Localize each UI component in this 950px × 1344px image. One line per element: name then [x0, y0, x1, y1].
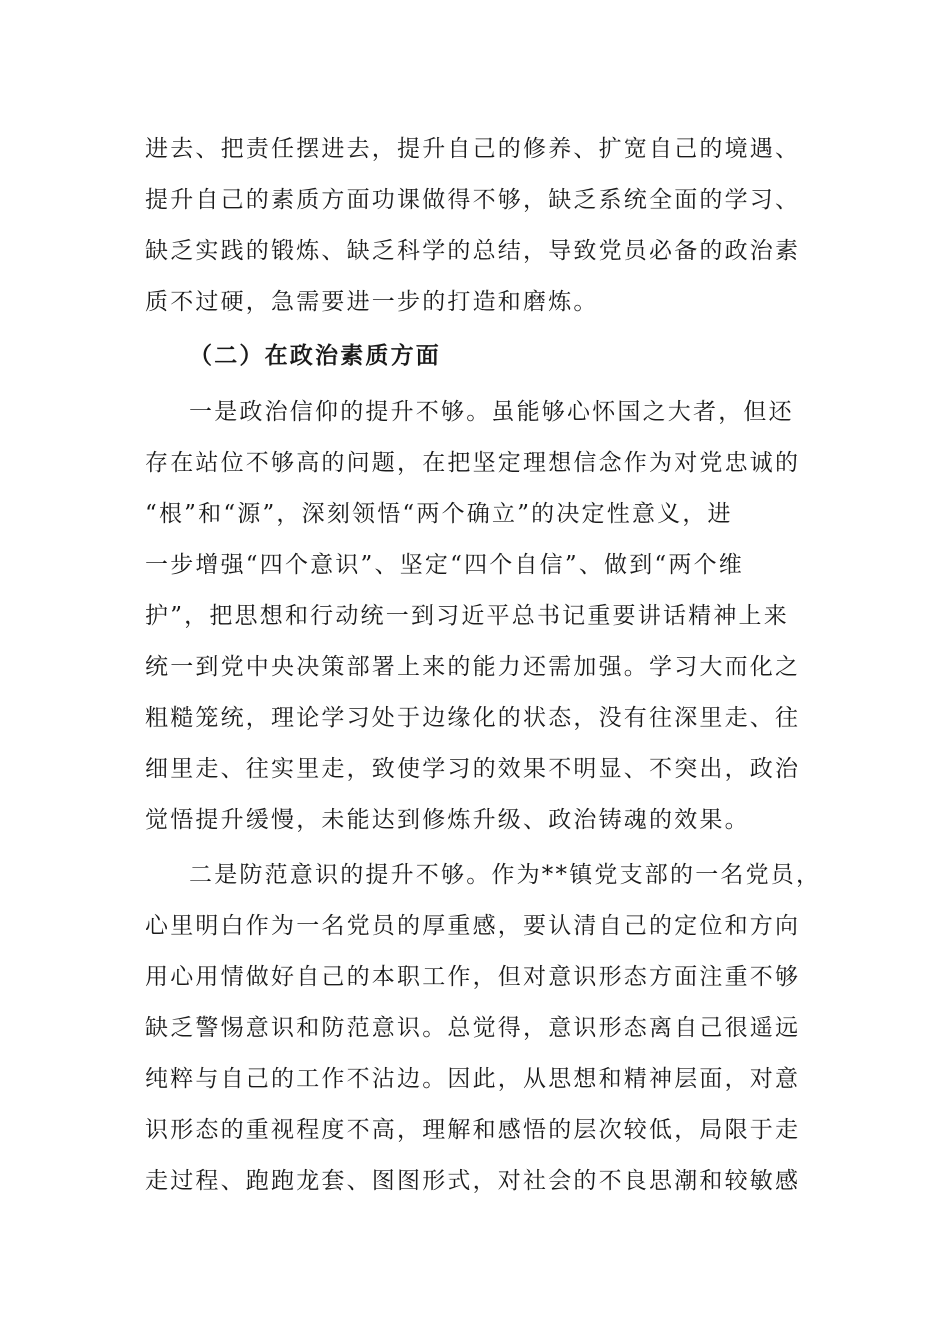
text-line: 细里走、往实里走，致使学习的效果不明显、不突出，政治: [145, 756, 801, 782]
text-line: 护”，把思想和行动统一到习近平总书记重要讲话精神上来: [145, 603, 789, 629]
text-line: 一步增强“四个意识”、坚定“四个自信”、做到“两个维: [145, 552, 744, 578]
text-line: “根”和“源”，深刻领悟“两个确立”的决定性意义，进: [145, 501, 733, 527]
text-line: 统一到党中央决策部署上来的能力还需加强。学习大而化之: [145, 654, 801, 680]
text-line: 心里明白作为一名党员的厚重感，要认清自己的定位和方向: [145, 913, 801, 939]
text-line: 粗糙笼统，理论学习处于边缘化的状态，没有往深里走、往: [145, 705, 801, 731]
text-line: 纯粹与自己的工作不沾边。因此，从思想和精神层面，对意: [145, 1066, 801, 1092]
text-line: 存在站位不够高的问题，在把坚定理想信念作为对党忠诚的: [145, 450, 801, 476]
text-line: 觉悟提升缓慢，未能达到修炼升级、政治铸魂的效果。: [145, 807, 750, 833]
text-line: 缺乏警惕意识和防范意识。总觉得，意识形态离自己很遥远: [145, 1015, 801, 1041]
paragraph-political-belief: [145, 387, 810, 846]
text-line: 质不过硬，急需要进一步的打造和磨炼。: [145, 289, 599, 315]
text-line: 识形态的重视程度不高，理解和感悟的层次较低，局限于走: [145, 1117, 801, 1143]
paragraph-prevention-awareness: [145, 850, 822, 1207]
section-heading: （二）在政治素质方面: [189, 342, 441, 369]
text-line: 用心用情做好自己的本职工作，但对意识形态方面注重不够: [145, 964, 801, 990]
text-line: 缺乏实践的锻炼、缺乏科学的总结，导致党员必备的政治素: [145, 238, 801, 264]
text-line: 一是政治信仰的提升不够。虽能够心怀国之大者，但还: [189, 399, 794, 425]
paragraph-continuation: [145, 124, 810, 328]
text-line: 提升自己的素质方面功课做得不够，缺乏系统全面的学习、: [145, 187, 801, 213]
text-line: 走过程、跑跑龙套、图图形式，对社会的不良思潮和较敏感: [145, 1168, 801, 1194]
text-line: 进去、把责任摆进去，提升自己的修养、扩宽自己的境遇、: [145, 136, 801, 162]
document-body: [145, 124, 822, 1207]
text-line: 二是防范意识的提升不够。作为**镇党支部的一名党员，: [189, 862, 822, 888]
